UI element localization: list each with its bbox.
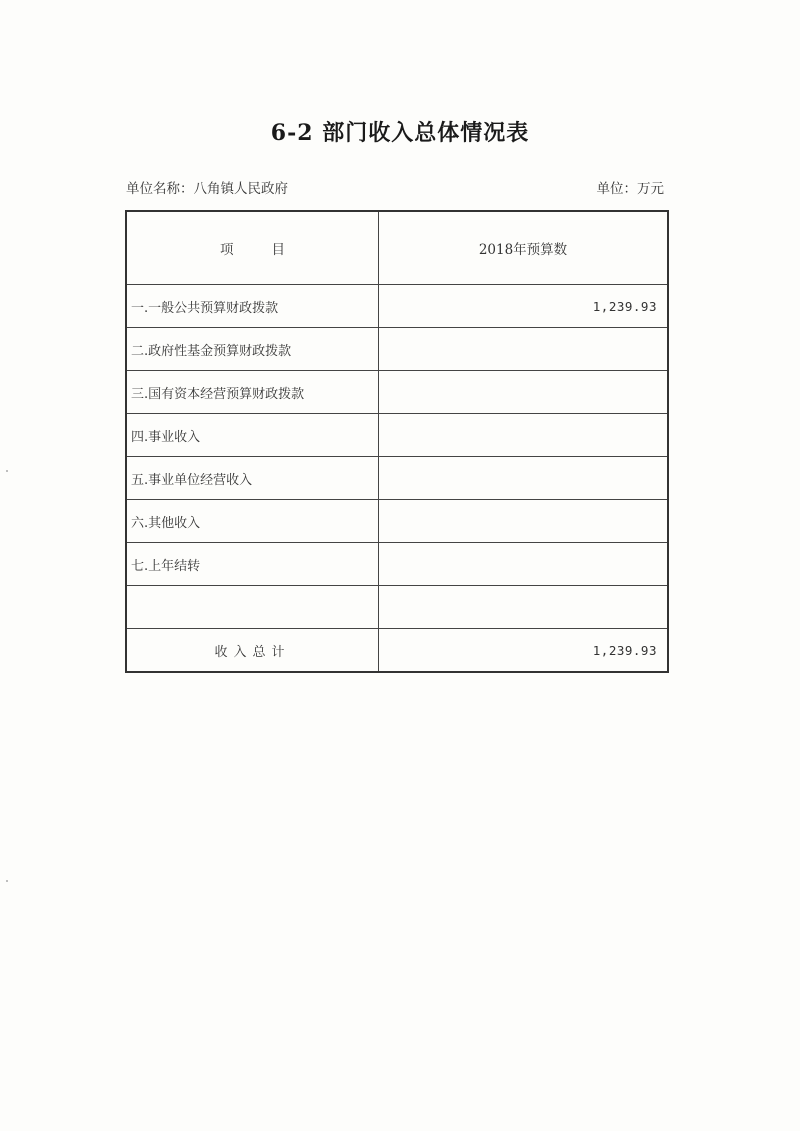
row-item: 四.事业收入 bbox=[126, 414, 379, 457]
table-row bbox=[126, 543, 668, 586]
table-row bbox=[126, 457, 668, 500]
header-item-label: 项目 bbox=[220, 242, 323, 258]
unit-name: 单位名称：八角镇人民政府 bbox=[126, 181, 288, 197]
row-amount bbox=[379, 500, 669, 543]
total-row bbox=[126, 629, 668, 673]
table-row bbox=[126, 500, 668, 543]
table-row bbox=[126, 328, 668, 371]
row-item: 六.其他收入 bbox=[126, 500, 379, 543]
table-row bbox=[126, 371, 668, 414]
header-budget: 2018年预算数 bbox=[379, 211, 669, 285]
unit-label: 单位：万元 bbox=[596, 181, 664, 197]
scan-mark bbox=[6, 880, 8, 882]
row-amount bbox=[379, 414, 669, 457]
row-item bbox=[126, 586, 379, 629]
table-row bbox=[126, 414, 668, 457]
total-label: 收入总计 bbox=[126, 629, 379, 673]
row-amount bbox=[379, 586, 669, 629]
table-row bbox=[126, 586, 668, 629]
row-item: 一.一般公共预算财政拨款 bbox=[126, 285, 379, 328]
row-amount: 1,239.93 bbox=[379, 285, 669, 328]
row-item: 三.国有资本经营预算财政拨款 bbox=[126, 371, 379, 414]
income-table bbox=[125, 210, 669, 673]
row-amount bbox=[379, 543, 669, 586]
row-item: 七.上年结转 bbox=[126, 543, 379, 586]
page-title: 6-2 部门收入总体情况表 bbox=[270, 120, 530, 146]
row-item: 二.政府性基金预算财政拨款 bbox=[126, 328, 379, 371]
total-amount: 1,239.93 bbox=[379, 629, 669, 673]
header-item bbox=[126, 211, 379, 285]
row-amount bbox=[379, 328, 669, 371]
scan-mark bbox=[6, 470, 8, 472]
row-amount bbox=[379, 371, 669, 414]
table-header-row bbox=[126, 211, 668, 285]
row-amount bbox=[379, 457, 669, 500]
row-item: 五.事业单位经营收入 bbox=[126, 457, 379, 500]
table-row bbox=[126, 285, 668, 328]
